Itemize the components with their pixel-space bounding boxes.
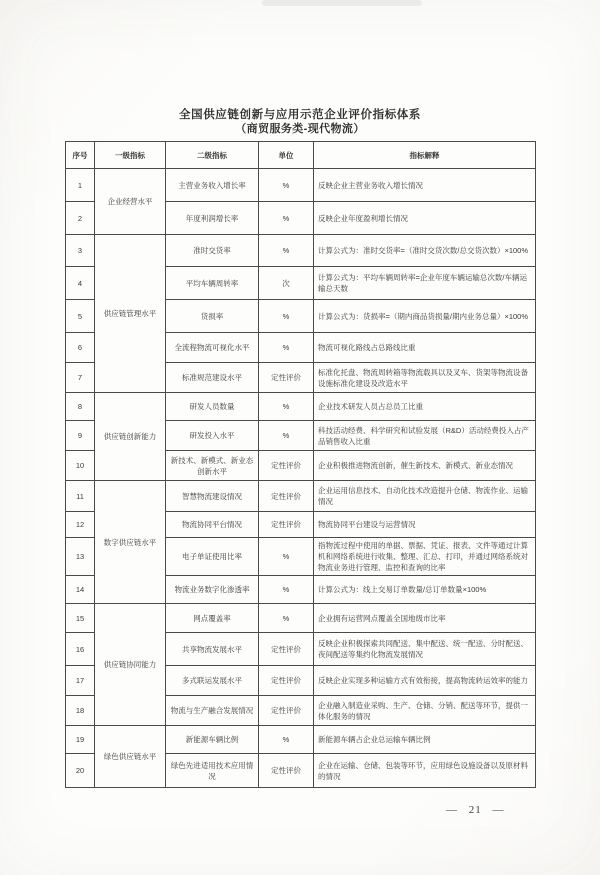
row-number-cell: 8 xyxy=(66,393,95,421)
row-number-cell: 6 xyxy=(66,333,95,363)
level1-indicator-cell: 供应链创新能力 xyxy=(95,393,166,481)
table-row xyxy=(66,169,536,202)
unit-cell: % xyxy=(259,235,314,267)
explanation-cell: 计算公式为：平均车辆周转率=企业年度车辆运输总次数/车辆运输总天数 xyxy=(314,267,536,300)
explanation-cell: 标准化托盘、物流周转箱等物流载具以及叉车、货架等物流设备设施标准化建设及改造水平 xyxy=(314,363,536,393)
level2-indicator-cell: 新能源车辆比例 xyxy=(166,726,259,754)
page-number: — 21 — xyxy=(446,804,505,816)
unit-cell: % xyxy=(259,421,314,451)
explanation-cell: 企业拥有运营网点覆盖全国地级市比率 xyxy=(314,604,536,633)
row-number-cell: 19 xyxy=(66,726,95,754)
unit-cell: 定性评价 xyxy=(259,666,314,696)
level2-indicator-cell: 物流业务数字化渗透率 xyxy=(166,576,259,604)
level2-indicator-cell: 年度利润增长率 xyxy=(166,202,259,235)
level2-indicator-cell: 共享物流发展水平 xyxy=(166,633,259,666)
unit-cell: 次 xyxy=(259,267,314,300)
unit-cell: 定性评价 xyxy=(259,363,314,393)
row-number-cell: 11 xyxy=(66,481,95,512)
row-number-cell: 3 xyxy=(66,235,95,267)
table-row xyxy=(66,481,536,512)
unit-cell: % xyxy=(259,300,314,333)
explanation-cell: 计算公式为：货损率=（期内商品货损量/期内业务总量）×100% xyxy=(314,300,536,333)
scan-artifact xyxy=(262,0,422,6)
level2-indicator-cell: 物流与生产融合发展情况 xyxy=(166,696,259,726)
table-row xyxy=(66,393,536,421)
table-row xyxy=(66,604,536,633)
row-number-cell: 7 xyxy=(66,363,95,393)
row-number-cell: 17 xyxy=(66,666,95,696)
explanation-cell: 计算公式为：线上交易订单数量/总订单数量×100% xyxy=(314,576,536,604)
explanation-cell: 企业运用信息技术、自动化技术改造提升仓储、物流作业、运输情况 xyxy=(314,481,536,512)
level2-indicator-cell: 绿色先进适用技术应用情况 xyxy=(166,754,259,788)
explanation-cell: 企业在运输、仓储、包装等环节，应用绿色设施设备以及原材料的情况 xyxy=(314,754,536,788)
explanation-cell: 企业积极推进物流创新，催生新技术、新模式、新业态情况 xyxy=(314,451,536,481)
header-no: 序号 xyxy=(66,142,95,169)
unit-cell: % xyxy=(259,538,314,576)
unit-cell: % xyxy=(259,393,314,421)
level1-indicator-cell: 供应链协同能力 xyxy=(95,604,166,726)
level2-indicator-cell: 物流协同平台情况 xyxy=(166,512,259,538)
row-number-cell: 4 xyxy=(66,267,95,300)
row-number-cell: 2 xyxy=(66,202,95,235)
level2-indicator-cell: 智慧物流建设情况 xyxy=(166,481,259,512)
explanation-cell: 反映企业主营业务收入增长情况 xyxy=(314,169,536,202)
unit-cell: 定性评价 xyxy=(259,512,314,538)
level2-indicator-cell: 准时交货率 xyxy=(166,235,259,267)
level2-indicator-cell: 货损率 xyxy=(166,300,259,333)
level1-indicator-cell: 绿色供应链水平 xyxy=(95,726,166,788)
row-number-cell: 5 xyxy=(66,300,95,333)
explanation-cell: 反映企业积极探索共同配送、集中配送、统一配送、分时配送、夜间配送等集约化物流发展情况 xyxy=(314,633,536,666)
unit-cell: % xyxy=(259,202,314,235)
header-row xyxy=(66,142,536,169)
level2-indicator-cell: 全流程物流可视化水平 xyxy=(166,333,259,363)
level2-indicator-cell: 研发投入水平 xyxy=(166,421,259,451)
unit-cell: % xyxy=(259,726,314,754)
level2-indicator-cell: 研发人员数量 xyxy=(166,393,259,421)
row-number-cell: 1 xyxy=(66,169,95,202)
header-level1: 一级指标 xyxy=(95,142,166,169)
unit-cell: 定性评价 xyxy=(259,633,314,666)
row-number-cell: 14 xyxy=(66,576,95,604)
indicator-table xyxy=(65,141,536,788)
explanation-cell: 企业技术研发人员占总员工比重 xyxy=(314,393,536,421)
level1-indicator-cell: 供应链管理水平 xyxy=(95,235,166,393)
unit-cell: % xyxy=(259,333,314,363)
row-number-cell: 13 xyxy=(66,538,95,576)
unit-cell: % xyxy=(259,169,314,202)
explanation-cell: 反映企业年度盈利增长情况 xyxy=(314,202,536,235)
table-row xyxy=(66,726,536,754)
row-number-cell: 16 xyxy=(66,633,95,666)
document-subtitle: （商贸服务类-现代物流） xyxy=(235,123,365,135)
row-number-cell: 10 xyxy=(66,451,95,481)
level2-indicator-cell: 主营业务收入增长率 xyxy=(166,169,259,202)
level1-indicator-cell: 企业经营水平 xyxy=(95,169,166,235)
explanation-cell: 物流协同平台建设与运营情况 xyxy=(314,512,536,538)
header-level2: 二级指标 xyxy=(166,142,259,169)
level2-indicator-cell: 网点覆盖率 xyxy=(166,604,259,633)
explanation-cell: 反映企业实现多种运输方式有效衔接，提高物流转运效率的能力 xyxy=(314,666,536,696)
unit-cell: 定性评价 xyxy=(259,451,314,481)
unit-cell: % xyxy=(259,576,314,604)
header-unit: 单位 xyxy=(259,142,314,169)
level2-indicator-cell: 新技术、新模式、新业态创新水平 xyxy=(166,451,259,481)
explanation-cell: 指物流过程中使用的单据、票据、凭证、报表、文件等通过计算机和网络系统进行收集、整理、汇总、打印，并通过网络系统对物流业务进行管理、监控和查询的比率 xyxy=(314,538,536,576)
explanation-cell: 科技活动经费、科学研究和试验发展（R&D）活动经费投入占产品销售收入比重 xyxy=(314,421,536,451)
unit-cell: 定性评价 xyxy=(259,696,314,726)
row-number-cell: 20 xyxy=(66,754,95,788)
unit-cell: 定性评价 xyxy=(259,754,314,788)
row-number-cell: 15 xyxy=(66,604,95,633)
level2-indicator-cell: 标准规范建设水平 xyxy=(166,363,259,393)
level2-indicator-cell: 多式联运发展水平 xyxy=(166,666,259,696)
level1-indicator-cell: 数字供应链水平 xyxy=(95,481,166,604)
row-number-cell: 9 xyxy=(66,421,95,451)
explanation-cell: 计算公式为：准时交货率=（准时交货次数/总交货次数）×100% xyxy=(314,235,536,267)
unit-cell: 定性评价 xyxy=(259,481,314,512)
explanation-cell: 企业融入制造业采购、生产、仓储、分销、配送等环节，提供一体化服务的情况 xyxy=(314,696,536,726)
header-explanation: 指标解释 xyxy=(314,142,536,169)
unit-cell: % xyxy=(259,604,314,633)
document-title: 全国供应链创新与应用示范企业评价指标体系 xyxy=(179,109,421,121)
explanation-cell: 新能源车辆占企业总运输车辆比例 xyxy=(314,726,536,754)
row-number-cell: 12 xyxy=(66,512,95,538)
level2-indicator-cell: 电子单证使用比率 xyxy=(166,538,259,576)
level2-indicator-cell: 平均车辆周转率 xyxy=(166,267,259,300)
table-row xyxy=(66,235,536,267)
explanation-cell: 物流可视化路线占总路线比重 xyxy=(314,333,536,363)
row-number-cell: 18 xyxy=(66,696,95,726)
